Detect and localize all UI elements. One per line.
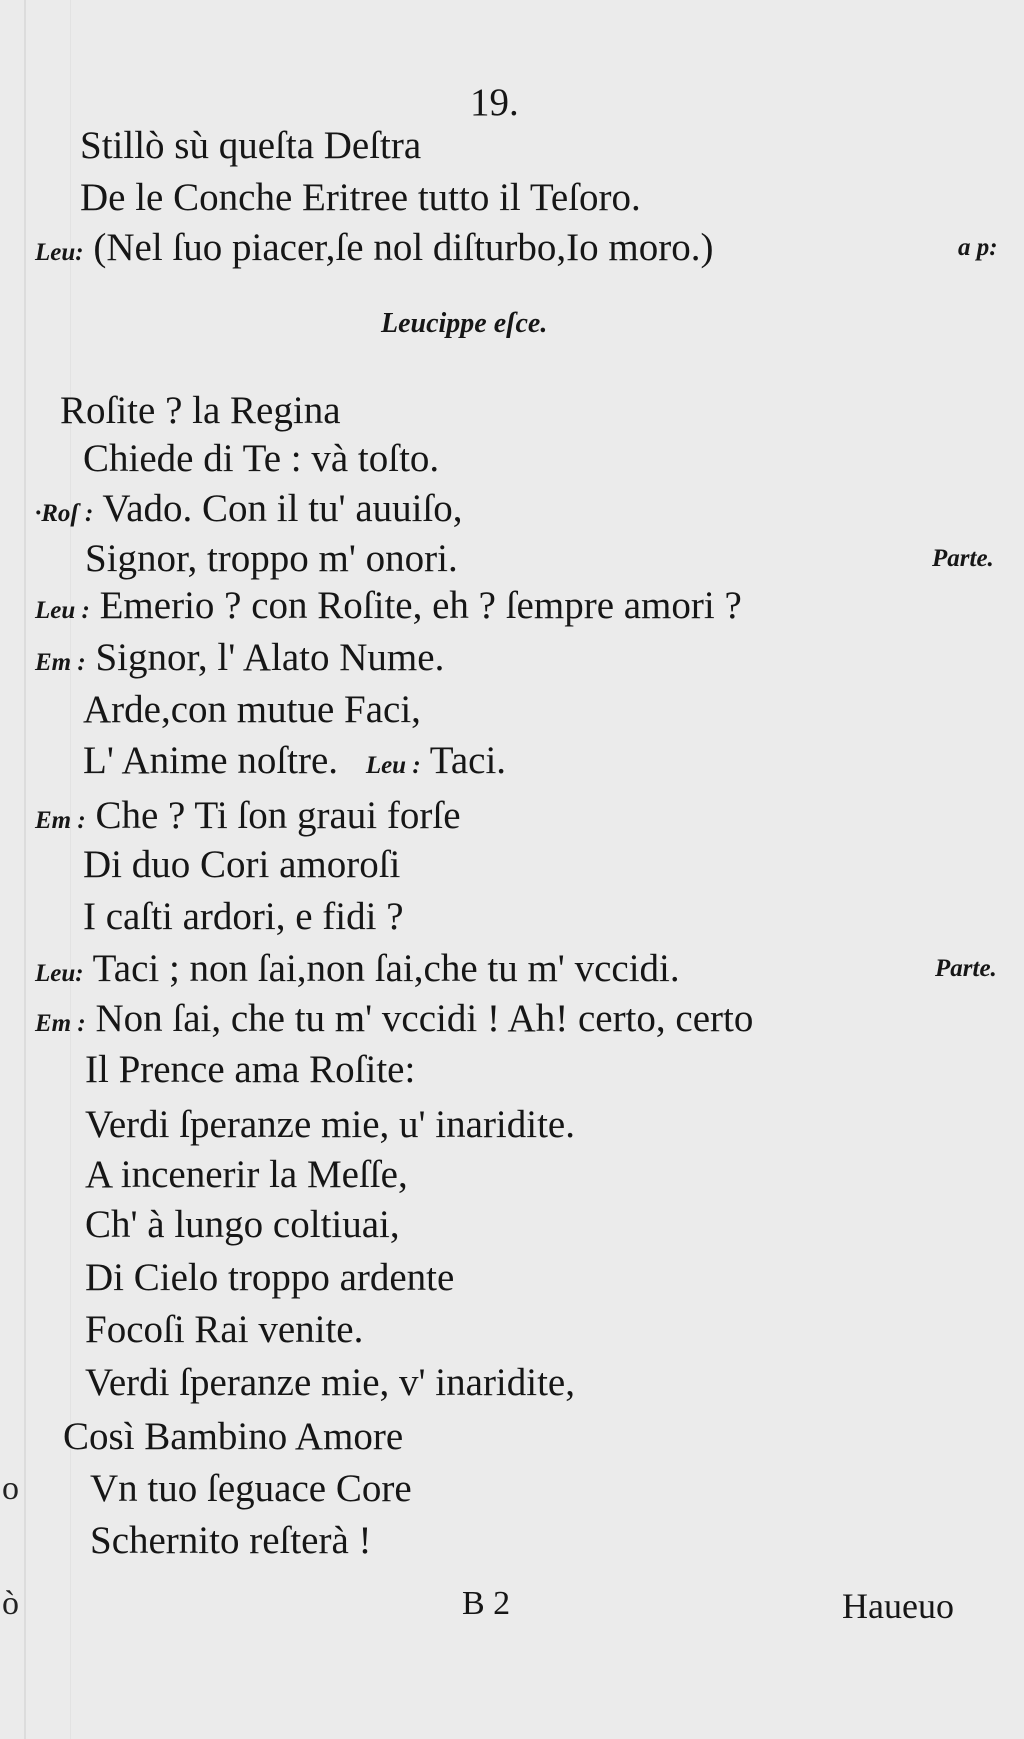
line-text: Signor, l' Alato Nume. xyxy=(95,636,445,679)
line-text: Di duo Cori amoroſi xyxy=(83,843,401,886)
verse-line xyxy=(85,1256,454,1300)
catchword: Haueuo xyxy=(842,1586,954,1626)
line-text: Ch' à lungo coltiuai, xyxy=(85,1203,400,1246)
signature-mark: B 2 xyxy=(462,1585,511,1622)
speaker-label: Em : xyxy=(35,1010,86,1037)
verse-line xyxy=(60,389,341,433)
speaker-label: Leu : xyxy=(365,752,421,779)
line-text: Signor, troppo m' onori. xyxy=(85,537,458,580)
line-text: Arde,con mutue Faci, xyxy=(83,688,421,731)
verse-line xyxy=(35,584,742,628)
line-text: Vn tuo ſeguace Core xyxy=(90,1467,412,1510)
verse-line xyxy=(35,794,461,838)
line-text: Chiede di Te : và toſto. xyxy=(83,437,440,480)
verse-line xyxy=(85,1308,363,1352)
line-text: Stillò sù queſta Deſtra xyxy=(80,124,422,167)
line-text: Focoſi Rai venite. xyxy=(85,1308,364,1351)
margin-mark: ò xyxy=(2,1585,19,1622)
line-text: I caſti ardori, e fidi ? xyxy=(83,895,404,938)
verse-line xyxy=(83,895,404,939)
verse-line xyxy=(80,124,421,168)
line-text: Taci. xyxy=(429,739,507,782)
speaker-label: Leu: xyxy=(35,239,84,266)
speaker-label: Em : xyxy=(35,649,86,676)
stage-aside: Parte. xyxy=(935,955,997,982)
verse-line xyxy=(35,487,463,531)
line-text: Verdi ſperanze mie, u' inaridite. xyxy=(85,1103,575,1146)
line-text: Roſite ? la Regina xyxy=(60,389,341,432)
line-text: Vado. Con il tu' auuiſo, xyxy=(102,487,463,530)
line-text: Schernito reſterà ! xyxy=(90,1519,372,1562)
verse-line xyxy=(90,1519,372,1563)
stage-aside: a p: xyxy=(958,234,998,261)
line-text: (Nel ſuo piacer,ſe nol diſturbo,Io moro.) xyxy=(93,226,714,269)
verse-line xyxy=(85,1103,575,1147)
verse-line xyxy=(83,688,421,732)
speaker-label: Leu : xyxy=(35,597,90,624)
verse-line xyxy=(85,1153,408,1197)
stage-aside: Parte. xyxy=(932,545,994,572)
verse-line xyxy=(85,1048,415,1092)
speaker-label: Em : xyxy=(35,807,86,834)
page-gutter-edge xyxy=(24,0,26,1739)
line-text: Il Prence ama Roſite: xyxy=(85,1048,416,1091)
line-text: Emerio ? con Roſite, eh ? ſempre amori ? xyxy=(99,584,742,627)
stage-direction: Leucippe eſce. xyxy=(381,308,548,339)
line-text: Così Bambino Amore xyxy=(63,1415,404,1458)
verse-line xyxy=(85,1203,400,1247)
margin-mark: o xyxy=(2,1470,19,1507)
line-text: Di Cielo troppo ardente xyxy=(85,1256,455,1299)
verse-line xyxy=(35,636,444,680)
speaker-label: Leu: xyxy=(35,960,84,987)
verse-line xyxy=(83,437,439,481)
line-text: L' Anime noſtre. xyxy=(83,739,339,782)
line-text: A incenerir la Meſſe, xyxy=(85,1153,408,1196)
line-text: Taci ; non ſai,non ſai,che tu m' vccidi. xyxy=(92,947,680,990)
verse-line xyxy=(90,1467,412,1511)
verse-line xyxy=(63,1415,403,1459)
verse-line xyxy=(83,843,400,887)
verse-line xyxy=(83,739,506,783)
line-text: De le Conche Eritree tutto il Teſoro. xyxy=(80,176,641,219)
line-text: Non ſai, che tu m' vccidi ! Ah! certo, certo xyxy=(95,997,754,1040)
line-text: Verdi ſperanze mie, v' inaridite, xyxy=(85,1361,575,1404)
verse-line xyxy=(80,176,641,220)
line-text: Che ? Ti ſon graui forſe xyxy=(95,794,461,837)
verse-line xyxy=(85,537,458,581)
verse-line xyxy=(35,997,753,1041)
page-number: 19. xyxy=(470,81,519,124)
verse-line xyxy=(85,1361,575,1405)
verse-line xyxy=(35,226,713,270)
verse-line xyxy=(35,947,680,991)
speaker-label: ·Roſ : xyxy=(35,500,94,527)
